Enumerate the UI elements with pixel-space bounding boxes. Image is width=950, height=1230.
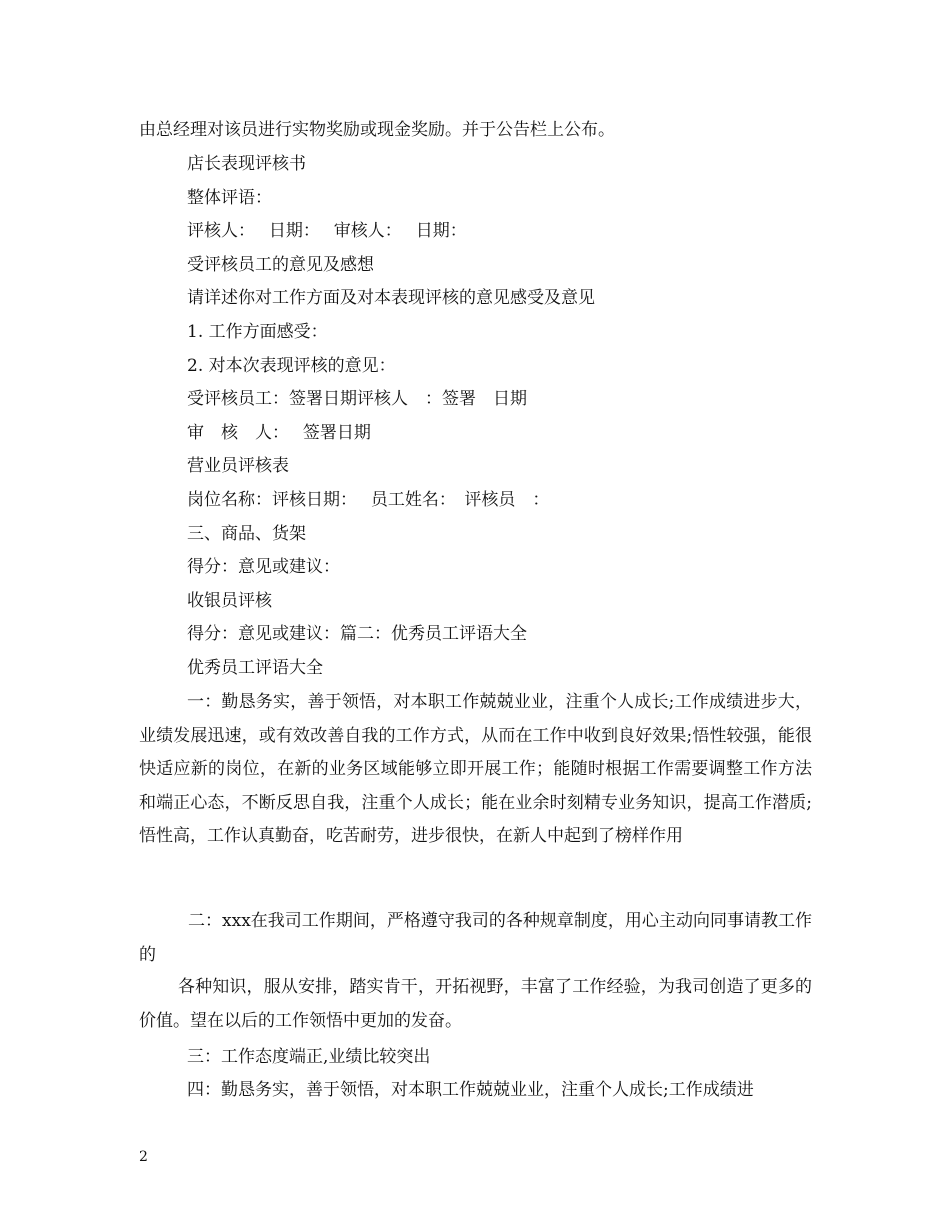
text-line: 三：工作态度端正,业绩比较突出 (187, 1047, 431, 1067)
text-line: 三、商品、货架 (187, 524, 306, 544)
list-item: 2. 对本次表现评核的意见： (187, 356, 396, 376)
text-line: 请详述你对工作方面及对本表现评核的意见感受及意见 (187, 288, 595, 308)
text-line: 得分：意见或建议：篇二：优秀员工评语大全 (187, 624, 527, 644)
text-line: 营业员评核表 (187, 456, 289, 476)
text-line: 受评核员工的意见及感想 (187, 255, 374, 275)
text-line: 受评核员工：签署日期评核人 ：签署 日期 (187, 389, 527, 409)
text-line: 得分：意见或建议： (187, 557, 340, 577)
text-line: 评核人： 日期： 审核人： 日期： (187, 221, 467, 241)
text-line: 由总经理对该员进行实物奖励或现金奖励。并于公告栏上公布。 (139, 120, 615, 140)
list-item: 1. 工作方面感受： (187, 322, 328, 342)
paragraph: 一：勤恳务实，善于领悟，对本职工作兢兢业业，注重个人成长;工作成绩进步大，业绩发展迅速，或有效改善自我的工作方式，从而在工作中收到良好效果;悟性较强，能很快适应新的岗位，在新的业务区域能够立即开展工作；能随时根据工作需要调整工作方法和端正心态，不断反思自我，注重个人成长；能在业余时刻精专业务知识，提高工作潜质;悟性高，工作认真勤奋，吃苦耐劳，进步很快，在新人中起到了榜样作用 (139, 692, 812, 847)
text-line: 四：勤恳务实，善于领悟，对本职工作兢兢业业，注重个人成长;工作成绩进 (187, 1080, 754, 1100)
text-line: 审 核 人： 签署日期 (187, 423, 371, 443)
paragraph: 各种知识，服从安排，踏实肯干，开拓视野，丰富了工作经验，为我司创造了更多的价值。望在以后的工作领悟中更加的发奋。 (139, 977, 812, 1031)
page-number: 2 (139, 1149, 148, 1165)
text-line: 店长表现评核书 (187, 154, 306, 174)
section-heading: 优秀员工评语大全 (187, 658, 323, 678)
text-line: 岗位名称：评核日期： 员工姓名： 评核员 ： (187, 490, 550, 510)
text-line: 整体评语： (187, 188, 272, 208)
text-line: 收银员评核 (187, 591, 272, 611)
paragraph: 二：xxx在我司工作期间，严格遵守我司的各种规章制度，用心主动向同事请教工作的 (139, 911, 812, 965)
